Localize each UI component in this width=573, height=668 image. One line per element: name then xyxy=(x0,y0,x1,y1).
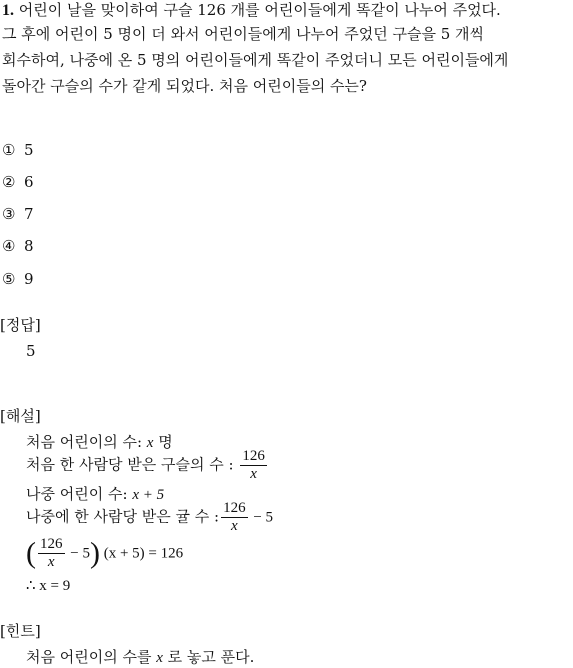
expression: x + 5 xyxy=(132,487,165,503)
option-value: 6 xyxy=(24,173,34,191)
option-mark: ⑤ xyxy=(2,270,16,288)
option-4[interactable] xyxy=(2,236,34,256)
equation-tail: (x + 5) = 126 xyxy=(99,545,184,562)
question-number: 1. xyxy=(2,2,14,19)
solution-step-4-tail: − 5 xyxy=(249,509,274,526)
solution-step-5 xyxy=(26,536,183,571)
solution-step-4 xyxy=(26,500,273,535)
fraction xyxy=(221,500,248,535)
variable-x: x xyxy=(146,435,154,451)
close-paren: ) xyxy=(89,536,100,570)
option-value: 9 xyxy=(24,270,34,288)
hint-text-a: 처음 어린이의 수를 xyxy=(26,648,157,666)
question-line-2: 그 후에 어린이 5 명이 더 와서 어린이들에게 나누어 주었던 구슬을 5 개씩 xyxy=(2,25,485,43)
option-mark: ④ xyxy=(2,237,16,255)
hint-header: [힌트] xyxy=(0,622,41,640)
fraction-numerator: 126 xyxy=(242,448,265,464)
solution-header: [해설] xyxy=(0,407,41,425)
fraction-denominator: x xyxy=(250,466,257,482)
option-mark: ① xyxy=(2,141,16,159)
answer-value: 5 xyxy=(26,342,36,360)
solution-step-4-text: 나중에 한 사람당 받은 귤 수 : xyxy=(26,507,220,526)
solution-step-1-unit: 명 xyxy=(153,433,173,451)
solution-step-2 xyxy=(26,448,269,483)
hint-text-b: 로 놓고 푼다. xyxy=(162,648,255,666)
solution-step-6: ∴ x = 9 xyxy=(26,578,71,594)
option-5[interactable] xyxy=(2,269,34,289)
option-2[interactable] xyxy=(2,172,34,192)
question-text-1: 어린이 날을 맞이하여 구슬 126 개를 어린이들에게 똑같이 나누어 주었다. xyxy=(18,1,501,19)
fraction-denominator: x xyxy=(230,518,238,534)
option-value: 5 xyxy=(24,141,34,159)
solution-step-1-text: 처음 어린이의 수: xyxy=(26,433,147,451)
variable-x: x xyxy=(156,650,163,666)
option-3[interactable] xyxy=(2,204,34,224)
hint-text xyxy=(26,647,254,668)
minus-five: − 5 xyxy=(66,545,90,562)
open-paren: ( xyxy=(26,536,36,570)
fraction-numerator: 126 xyxy=(223,500,246,516)
fraction-numerator: 126 xyxy=(40,536,63,552)
option-mark: ③ xyxy=(2,205,16,223)
answer-header: [정답] xyxy=(0,316,41,334)
solution-step-2-text: 처음 한 사람당 받은 구슬의 수 : xyxy=(26,455,239,474)
question-line-1 xyxy=(2,0,501,21)
option-1[interactable] xyxy=(2,140,34,160)
option-value: 7 xyxy=(24,205,34,223)
solution-step-3-text: 나중 어린이 수: xyxy=(26,485,133,503)
fraction xyxy=(38,536,65,571)
question-line-4: 돌아간 구슬의 수가 같게 되었다. 처음 어린이들의 수는? xyxy=(2,77,367,95)
fraction xyxy=(240,448,267,483)
option-value: 8 xyxy=(24,237,34,255)
fraction-denominator: x xyxy=(47,554,55,570)
question-line-3: 회수하여, 나중에 온 5 명의 어린이들에게 똑같이 주었더니 모든 어린이들에게 xyxy=(2,51,509,69)
option-mark: ② xyxy=(2,173,16,191)
